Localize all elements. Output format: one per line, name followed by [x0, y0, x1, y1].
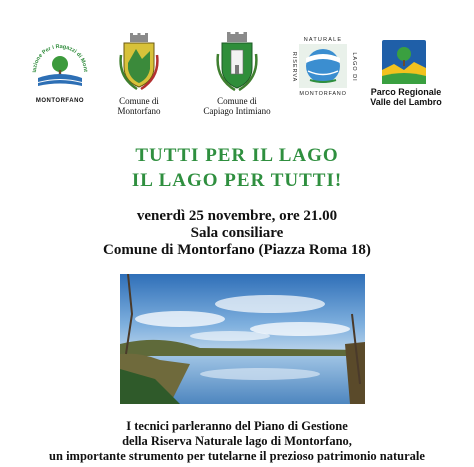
lake-landscape-photo — [120, 274, 365, 404]
comune-montorfano-caption — [108, 96, 170, 116]
comune-capiago-caption-line1: Comune di — [217, 96, 257, 106]
associazione-caption: MONTORFANO — [35, 98, 85, 104]
comune-montorfano-caption-line2: Montorfano — [117, 106, 161, 116]
comune-montorfano-coat-of-arms-icon — [118, 33, 160, 93]
description-line3: un importante strumento per tutelarne il prezioso patrimonio naturale — [49, 449, 425, 463]
event-date-time: venerdì 25 novembre, ore 21.00 — [136, 208, 338, 224]
headline-line2: IL LAGO PER TUTTI! — [131, 170, 343, 191]
riserva-left-text: RISERVA — [291, 51, 297, 83]
description-line1: I tecnici parleranno del Piano di Gestione — [126, 419, 348, 433]
event-venue: Sala consiliare — [190, 225, 284, 241]
comune-capiago-coat-of-arms-icon — [214, 32, 260, 94]
associazione-logo — [30, 40, 90, 96]
comune-capiago-caption-line2: Capiago Intimiano — [203, 106, 271, 116]
comune-montorfano-caption-line1: Comune di — [119, 96, 159, 106]
associazione-arc-text: iazione Per i Ragazzi di Mont — [31, 43, 89, 73]
riserva-naturale-logo — [288, 34, 358, 100]
parco-caption — [364, 87, 448, 107]
riserva-bottom-text: MONTORFANO — [299, 91, 347, 97]
headline-line1: TUTTI PER IL LAGO — [135, 145, 339, 166]
event-place: Comune di Montorfano (Piazza Roma 18) — [103, 242, 371, 258]
riserva-top-text: NATURALE — [303, 37, 343, 43]
description-line2: della Riserva Naturale lago di Montorfano, — [122, 434, 352, 448]
riserva-right-text: LAGO DI — [351, 52, 357, 82]
parco-valle-lambro-logo — [382, 40, 426, 84]
comune-capiago-caption — [196, 96, 278, 116]
parco-caption-line1: Parco Regionale — [370, 87, 442, 97]
parco-caption-line2: Valle del Lambro — [370, 97, 442, 107]
